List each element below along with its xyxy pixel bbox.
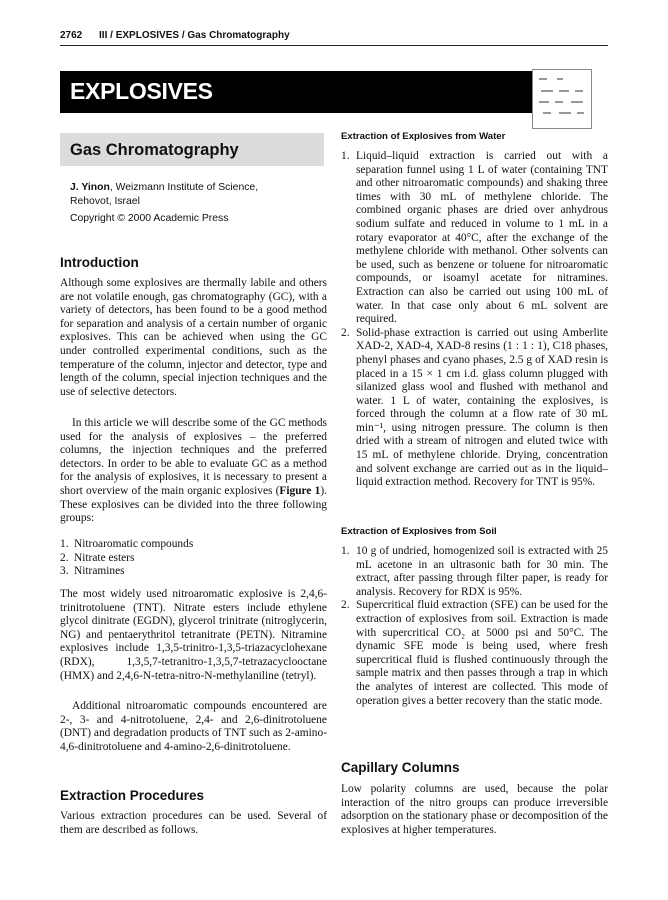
water-methods-list — [341, 150, 608, 490]
article-title-box — [60, 133, 324, 166]
intro-paragraph-4: Additional nitroaromatic compounds encountered are 2-, 3- and 4-nitrotoluene, 2,4- and 2,6-dinitrotoluene (DNT) and degradation products of TNT such as 2-amino-4,6-dinitrotoluene and 4-amino-2,6-dinitrotoluene. — [60, 700, 327, 753]
heading-extraction-water: Extraction of Explosives from Water — [341, 131, 506, 142]
heading-extraction-procedures: Extraction Procedures — [60, 788, 205, 803]
encyclopedia-banner — [60, 71, 532, 113]
list-item — [341, 599, 608, 708]
list-item — [60, 538, 327, 552]
author-block — [70, 181, 258, 209]
heading-capillary-columns: Capillary Columns — [341, 760, 460, 775]
intro-paragraph-3: The most widely used nitroaromatic explosive is 2,4,6-trinitrotoluene (TNT). Nitrate esters include ethylene glycol dinitrate (EGDN), glycerol trinitrate (nitroglycerin, NG) and pentaerythritol tetranitrate (PETN). Nitramine explosives include 1,3,5-trinitro-1,3,5-triazacyclohexane (RDX), 1,3,5,7-tetranitro-1,3,5,7-tetrazacyclooctane (HMX) and 2,4,6-N-tetra-nitro-N-methylaniline (tetryl). — [60, 588, 327, 682]
list-text: Nitramines — [74, 565, 125, 578]
heading-introduction: Introduction — [60, 255, 139, 270]
list-text: Supercritical fluid extraction (SFE) can be used for the extraction of explosives from soil. Extraction is made with supercritical CO₂ at 5000 psi and 50°C. The dynamic SFE mode is being used, where fresh supercritical fluid is flushed continuously through the sample matrix and then passes through a trap in which the analytes of interest are collected. This mode of operation gives a better recovery than the static mode. — [356, 599, 608, 707]
copyright: Copyright © 2000 Academic Press — [70, 213, 229, 224]
list-number: 3. — [60, 565, 69, 578]
author-location: Rehovot, Israel — [70, 196, 140, 207]
list-number: 2. — [341, 326, 350, 339]
list-item — [341, 545, 608, 599]
list-number: 1. — [60, 538, 69, 550]
list-text: Solid-phase extraction is carried out using Amberlite XAD-2, XAD-4, XAD-8 resins (1 : 1 : 1), C18 phases, phenyl phases and cyano phases, 2.5 g of XAD resin is placed in a 15 × 1 cm i.d. glass column plugged with silanized glass wool and flushed with methanol and water. 1 L of water, containing the explosives, is forced through the column at a flow rate of 30 mL min⁻¹, using nitrogen pressure. The column is then dried with a stream of nitrogen and eluted twice with 15 mL of methylene chloride. Drying, concentration and solvent exchange are carried out as in the liquid–liquid extraction method. Recovery for TNT is 95%. — [356, 326, 608, 489]
list-item — [60, 565, 327, 579]
list-text: Nitrate esters — [74, 551, 135, 564]
list-item — [60, 552, 327, 566]
author-name: J. Yinon — [70, 182, 110, 193]
heading-extraction-soil: Extraction of Explosives from Soil — [341, 526, 497, 537]
intro-paragraph-2-text-a: In this article we will describe some of the GC methods used for the analysis of explosives – the preferred columns, the injection techniques and the preferred detectors. In order to be able to evaluate GC as a method for the analysis of explosives, it is necessary to present a short overview of the main organic explosives ( — [60, 417, 327, 497]
intro-paragraph-2-text-b: ). These explosives can be divided into the three following groups: — [60, 484, 327, 525]
intro-paragraph-1: Although some explosives are thermally labile and others are not volatile enough, gas chromatography (GC), with a variety of detectors, has been found to be a good method for separation and analysis of a certain number of organic explosives. This can be achieved when using the GC under controlled experimental conditions, such as the temperature of the column, injector and detector, type and length of the column, special injection techniques and the use of selective detectors. — [60, 277, 327, 398]
capillary-paragraph: Low polarity columns are used, because the polar interaction of the nitro groups can produce irreversible adsorption on the stationary phase or decomposition of the explosives at higher temperatures. — [341, 783, 608, 836]
extraction-paragraph: Various extraction procedures can be used. Several of them are described as follows. — [60, 810, 327, 836]
list-number: 2. — [60, 551, 69, 564]
explosive-groups-list — [60, 538, 327, 579]
list-text: 10 g of undried, homogenized soil is extracted with 25 mL acetone in an ultrasonic bath for 30 min. The extract, after passing through filter paper, is ready for analysis. Recovery for RDX is 95%. — [356, 545, 608, 598]
soil-methods-list — [341, 545, 608, 708]
list-text: Liquid–liquid extraction is carried out with a separation funnel using 1 L of water (containing TNT and other nitroaromatic compounds) and shaking three times with 30 mL of methylene chloride. The combined organic phases are dried over anhydrous sodium sulfate and reduced in volume to 1 mL in a rotary evaporator at 40°C, after the exchange of the methylene chloride with methanol. Other solvents can be used, such as benzene or toluene for nitroaromatic compounds, or isoamyl acetate for nitramines. Extraction can also be carried out using 100 mL of water. In that case only about 6 mL solvent are required. — [356, 150, 608, 326]
list-number: 1. — [341, 545, 350, 557]
page-number: 2762 — [60, 30, 83, 41]
list-number: 2. — [341, 599, 350, 612]
list-text: Nitroaromatic compounds — [74, 538, 194, 550]
running-head-section: III / EXPLOSIVES / Gas Chromatography — [99, 30, 290, 41]
list-item — [341, 327, 608, 490]
banner-title: EXPLOSIVES — [70, 78, 213, 104]
author-affiliation: , Weizmann Institute of Science, — [109, 182, 259, 193]
header-rule — [60, 45, 608, 46]
list-item — [341, 150, 608, 327]
intro-paragraph-2 — [60, 417, 327, 526]
publisher-logo-icon — [532, 69, 592, 129]
running-head — [60, 30, 290, 41]
article-title: Gas Chromatography — [70, 141, 239, 159]
figure-1-link[interactable]: Figure 1 — [279, 484, 321, 497]
list-number: 1. — [341, 150, 350, 162]
